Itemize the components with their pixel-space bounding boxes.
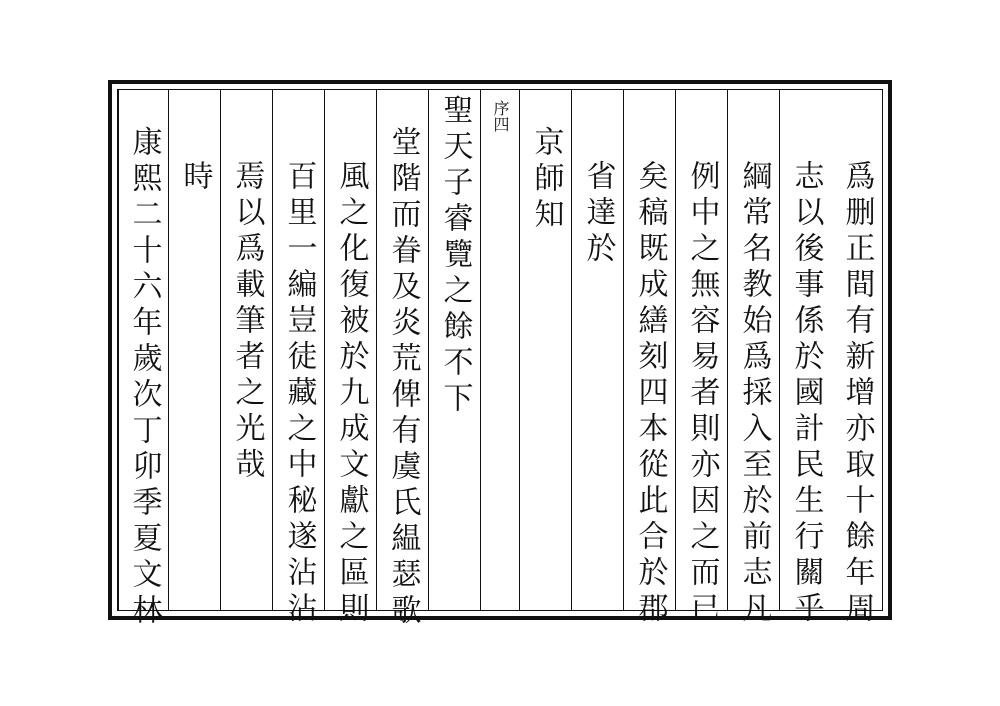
page-label: 序四: [491, 100, 510, 132]
column-text: 志以後事係於國計民生行關乎: [788, 160, 824, 628]
text-column-4: [675, 90, 727, 628]
text-column-6: [571, 90, 623, 610]
text-column-12: [220, 90, 272, 610]
text-column-10: [324, 90, 376, 628]
column-text: 康熙二十六年歲次丁卯季夏文林: [126, 126, 162, 630]
text-column-3: [727, 90, 779, 628]
column-text: 京師知: [528, 126, 564, 234]
text-column-2: [779, 90, 831, 628]
text-column-7: [519, 90, 571, 610]
text-column-5: [623, 90, 675, 628]
column-text: 綱常名教始爲採入至於前志凡: [736, 160, 772, 628]
text-column-11: [272, 90, 324, 628]
column-text: 例中之無容易者則亦因之而已: [684, 160, 720, 628]
text-column-14: [118, 90, 168, 630]
column-text: 時: [177, 160, 213, 196]
column-text: 爲删正間有新增亦取十餘年周: [839, 160, 875, 628]
page-label-column: [480, 90, 519, 610]
text-column-13: [168, 90, 220, 610]
text-column-1: [831, 90, 882, 628]
column-text: 矣稿既成繕刻四本從此合於郡: [632, 160, 668, 628]
column-text: 聖天子睿覽之餘不下: [437, 94, 473, 418]
text-column-8: [428, 90, 480, 610]
text-column-9: [376, 90, 428, 630]
column-text: 省達於: [580, 160, 616, 268]
column-text: 風之化復被於九成文獻之區則: [333, 160, 369, 628]
column-text: 堂階而眷及炎荒俾有虞氏緼瑟歌: [385, 126, 421, 630]
column-text: 焉以爲載筆者之光哉: [229, 160, 265, 484]
column-text: 百里一編豈徒藏之中秘遂沾沾: [281, 160, 317, 628]
